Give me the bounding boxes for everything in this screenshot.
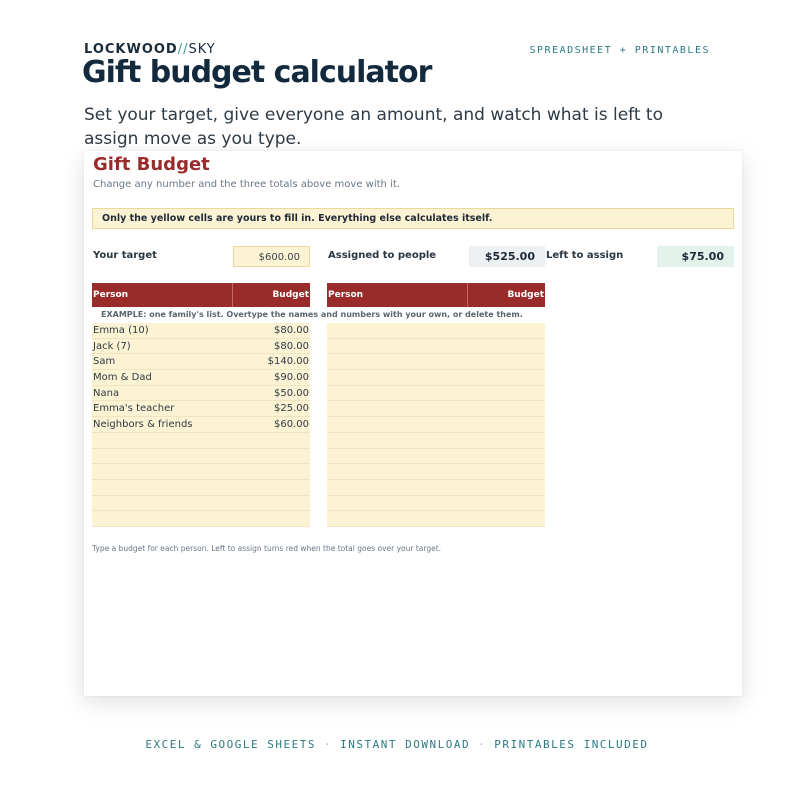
table-row [92, 480, 310, 496]
table-header [92, 283, 310, 307]
assigned-label: Assigned to people [328, 250, 437, 261]
person-name-cell[interactable]: Mom & Dad [93, 372, 152, 384]
sheet-title: Gift Budget [93, 154, 210, 175]
budget-cell[interactable] [469, 323, 545, 338]
tagline: SPREADSHEET + PRINTABLES [529, 45, 710, 56]
person-name-cell[interactable] [92, 433, 234, 448]
budget-cell[interactable] [469, 417, 545, 432]
budget-cell[interactable]: $90.00 [274, 372, 309, 384]
left-to-assign-label: Left to assign [546, 250, 624, 261]
table-row [327, 323, 545, 339]
column-header-person: Person [327, 283, 468, 307]
budget-cell[interactable] [234, 433, 310, 448]
separator: · [478, 738, 487, 751]
budget-cell[interactable]: $80.00 [274, 340, 309, 352]
separator: · [324, 738, 333, 751]
table-row [92, 323, 310, 339]
person-name-cell[interactable] [327, 511, 469, 526]
table-row [327, 417, 545, 433]
sheet-subtitle: Change any number and the three totals above move with it. [93, 179, 400, 190]
budget-cell[interactable] [469, 401, 545, 416]
budget-cell[interactable]: $25.00 [274, 403, 309, 415]
brand-logo: LOCKWOOD//SKY [84, 42, 216, 57]
footer-features [0, 738, 794, 751]
page-title: Gift budget calculator [82, 55, 432, 90]
person-name-cell[interactable]: Neighbors & friends [93, 419, 193, 431]
person-name-cell[interactable] [327, 496, 469, 511]
table-row [327, 511, 545, 527]
feature-printables: PRINTABLES INCLUDED [494, 738, 649, 751]
feature-instant-download: INSTANT DOWNLOAD [340, 738, 471, 751]
target-label: Your target [93, 250, 157, 261]
person-name-cell[interactable] [92, 464, 234, 479]
example-note: EXAMPLE: one family's list. Overtype the names and numbers with your own, or delete them. [101, 310, 523, 319]
budget-table-2 [327, 283, 545, 307]
instruction-banner: Only the yellow cells are yours to fill in. Everything else calculates itself. [92, 208, 734, 229]
table-header [327, 283, 545, 307]
person-name-cell[interactable]: Sam [93, 356, 116, 368]
table-row [92, 386, 310, 402]
table-row [327, 370, 545, 386]
table-row [92, 433, 310, 449]
budget-cell[interactable] [469, 433, 545, 448]
budget-cell[interactable] [234, 496, 310, 511]
table-1-rows [92, 323, 310, 527]
table-row [92, 511, 310, 527]
person-name-cell[interactable]: Nana [93, 387, 120, 399]
budget-cell[interactable] [234, 480, 310, 495]
budget-cell[interactable]: $80.00 [274, 325, 309, 336]
table-row [327, 449, 545, 465]
table-row [327, 480, 545, 496]
person-name-cell[interactable] [327, 401, 469, 416]
person-name-cell[interactable] [92, 449, 234, 464]
left-to-assign-total: $75.00 [657, 246, 734, 267]
budget-cell[interactable] [234, 464, 310, 479]
budget-cell[interactable] [234, 449, 310, 464]
person-name-cell[interactable] [92, 496, 234, 511]
person-name-cell[interactable] [327, 354, 469, 369]
table-row [92, 464, 310, 480]
person-name-cell[interactable] [92, 480, 234, 495]
footnote: Type a budget for each person. Left to assign turns red when the total goes over your target. [92, 544, 442, 553]
table-row [327, 433, 545, 449]
budget-cell[interactable] [469, 339, 545, 354]
table-row [92, 449, 310, 465]
budget-cell[interactable] [469, 480, 545, 495]
column-header-budget: Budget [272, 290, 309, 300]
target-input[interactable]: $600.00 [233, 246, 310, 267]
assigned-total: $525.00 [469, 246, 545, 267]
table-row [327, 354, 545, 370]
person-name-cell[interactable] [327, 386, 469, 401]
table-row [327, 386, 545, 402]
person-name-cell[interactable] [327, 480, 469, 495]
person-name-cell[interactable]: Emma's teacher [93, 403, 175, 415]
column-header-budget: Budget [507, 290, 544, 300]
person-name-cell[interactable]: Emma (10) [93, 325, 149, 336]
budget-cell[interactable] [469, 370, 545, 385]
feature-excel-sheets: EXCEL & GOOGLE SHEETS [145, 738, 316, 751]
budget-cell[interactable]: $140.00 [267, 356, 309, 368]
budget-cell[interactable] [469, 354, 545, 369]
budget-cell[interactable]: $50.00 [274, 387, 309, 399]
column-header-person: Person [92, 283, 233, 307]
table-row [92, 417, 310, 433]
person-name-cell[interactable] [327, 464, 469, 479]
table-row [327, 339, 545, 355]
person-name-cell[interactable] [327, 433, 469, 448]
table-row [92, 496, 310, 512]
budget-cell[interactable] [469, 496, 545, 511]
person-name-cell[interactable] [327, 449, 469, 464]
person-name-cell[interactable] [327, 417, 469, 432]
table-2-rows [327, 323, 545, 527]
budget-cell[interactable] [469, 449, 545, 464]
budget-cell[interactable]: $60.00 [274, 419, 309, 431]
person-name-cell[interactable] [327, 339, 469, 354]
spreadsheet-preview [84, 151, 742, 696]
person-name-cell[interactable] [327, 370, 469, 385]
person-name-cell[interactable] [92, 511, 234, 526]
budget-cell[interactable] [469, 511, 545, 526]
budget-cell[interactable] [469, 464, 545, 479]
table-row [92, 370, 310, 386]
person-name-cell[interactable] [327, 323, 469, 338]
table-row [327, 401, 545, 417]
table-row [92, 354, 310, 370]
table-row [92, 339, 310, 355]
person-name-cell[interactable]: Jack (7) [93, 340, 131, 352]
table-row [327, 496, 545, 512]
table-row [327, 464, 545, 480]
budget-cell[interactable] [469, 386, 545, 401]
budget-table-1 [92, 283, 310, 307]
page-subtitle: Set your target, give everyone an amount, and watch what is left to assign move as you type. [84, 105, 663, 149]
table-row [92, 401, 310, 417]
budget-cell[interactable] [234, 511, 310, 526]
